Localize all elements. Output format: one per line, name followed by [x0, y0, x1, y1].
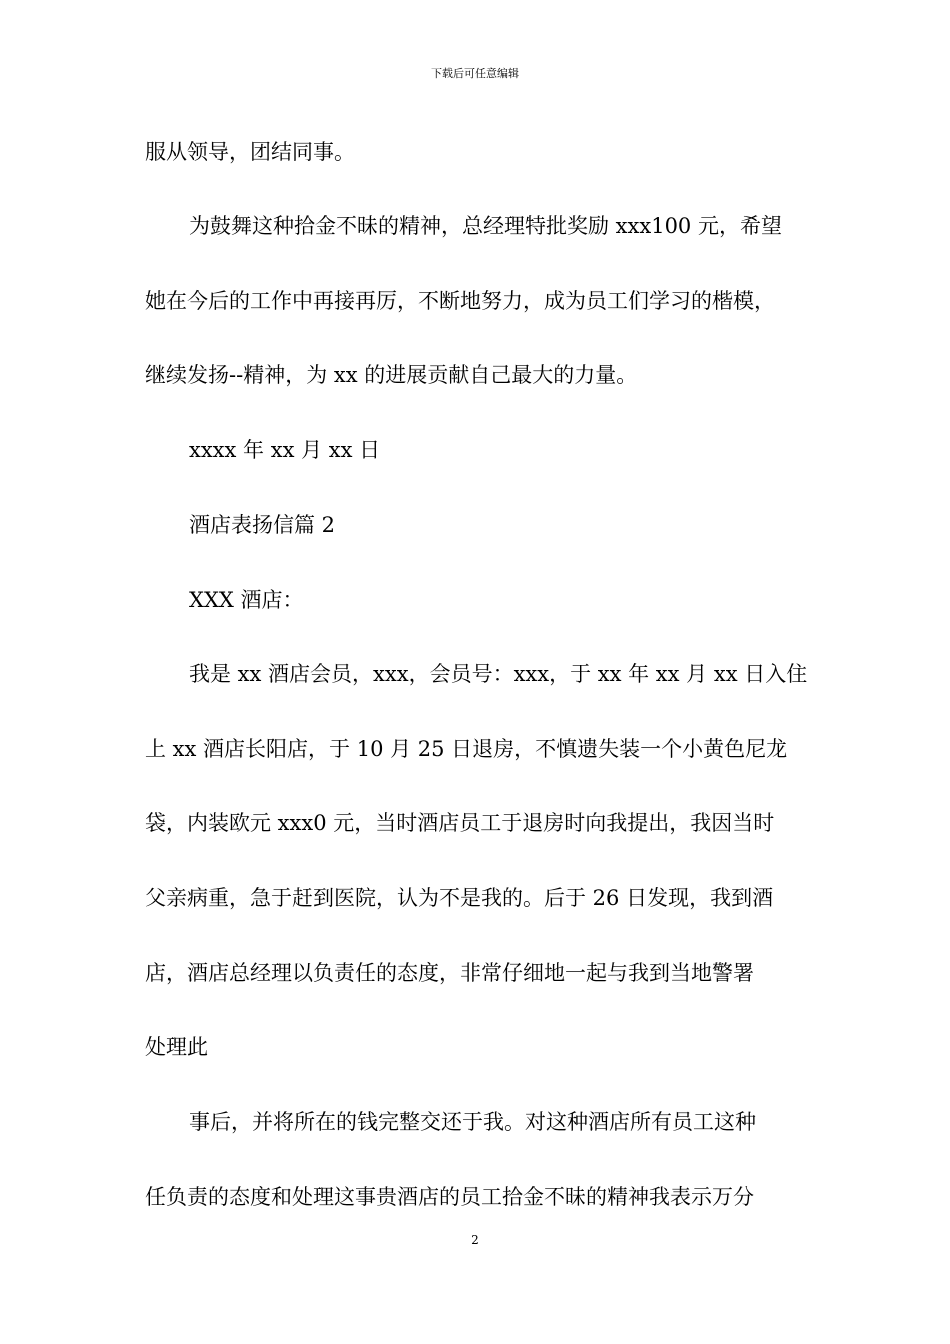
text-line: 袋，内装欧元 xxx0 元，当时酒店员工于退房时向我提出，我因当时: [145, 811, 775, 835]
text-line: 事后，并将所在的钱完整交还于我。对这种酒店所有员工这种: [189, 1110, 756, 1134]
text-line: 为鼓舞这种拾金不昧的精神，总经理特批奖励 xxx100 元，希望: [189, 214, 782, 238]
section-title: 酒店表扬信篇 2: [189, 513, 336, 537]
date-line: xxxx 年 xx 月 xx 日: [189, 438, 381, 462]
page-number: 2: [471, 1233, 479, 1247]
salutation: XXX 酒店：: [189, 588, 304, 612]
text-line: 任负责的态度和处理这事贵酒店的员工拾金不昧的精神我表示万分: [145, 1185, 754, 1209]
text-line: 我是 xx 酒店会员，xxx，会员号：xxx，于 xx 年 xx 月 xx 日入住: [189, 662, 808, 686]
text-line: 继续发扬--精神，为 xx 的进展贡献自己最大的力量。: [145, 363, 638, 387]
text-line: 店，酒店总经理以负责任的态度，非常仔细地一起与我到当地警署: [145, 961, 754, 985]
text-line: 处理此: [145, 1035, 208, 1059]
page-header: 下载后可任意编辑: [431, 67, 519, 80]
text-line: 她在今后的工作中再接再厉，不断地努力，成为员工们学习的楷模，: [145, 289, 775, 313]
text-line: 服从领导，团结同事。: [145, 140, 355, 164]
text-line: 上 xx 酒店长阳店，于 10 月 25 日退房，不慎遗失装一个小黄色尼龙: [145, 737, 788, 761]
text-line: 父亲病重，急于赶到医院，认为不是我的。后于 26 日发现，我到酒: [145, 886, 774, 910]
